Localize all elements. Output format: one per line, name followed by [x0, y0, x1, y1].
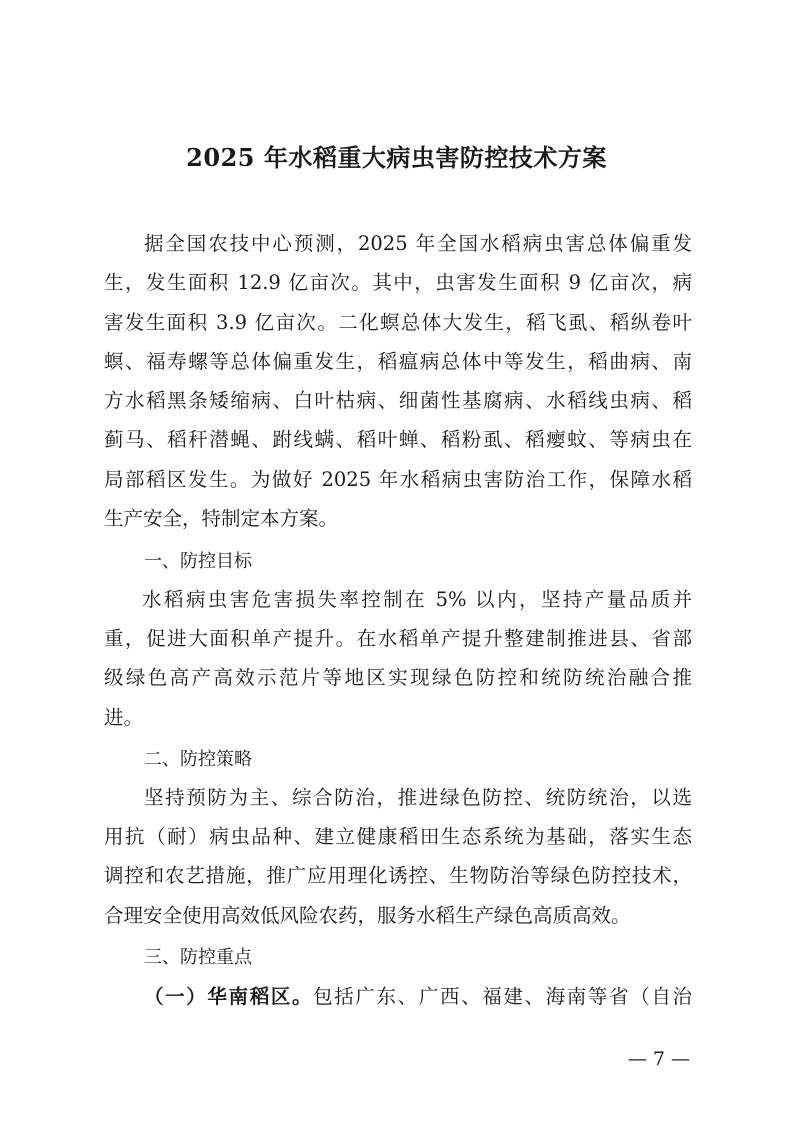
section-heading-goals: 一、防控目标	[144, 551, 252, 572]
paragraph-line: 用抗（耐）病虫品种、建立健康稻田生态系统为基础，落实生态	[104, 825, 692, 848]
paragraph-line: 级绿色高产高效示范片等地区实现绿色防控和统防统治融合推	[104, 666, 692, 689]
document-title: 2025 年水稻重大病虫害防控技术方案	[186, 143, 607, 172]
page-number: — 7 —	[627, 1048, 690, 1070]
paragraph-line: 螟、福寿螺等总体偏重发生，稻瘟病总体中等发生，稻曲病、南	[104, 350, 692, 373]
paragraph-line: 坚持预防为主、综合防治，推进绿色防控、统防统治，以选	[144, 786, 692, 809]
paragraph-line: 据全国农技中心预测，2025 年全国水稻病虫害总体偏重发	[144, 232, 692, 255]
section-heading-focus: 三、防控重点	[144, 947, 252, 968]
paragraph-line: 合理安全使用高效低风险农药，服务水稻生产绿色高质高效。	[104, 904, 631, 927]
section-heading-strategy: 二、防控策略	[144, 749, 252, 770]
paragraph-line: 害发生面积 3.9 亿亩次。二化螟总体大发生，稻飞虱、稻纵卷叶	[104, 311, 692, 334]
paragraph-line: 调控和农艺措施，推广应用理化诱控、生物防治等绿色防控技术，	[104, 864, 692, 887]
subsection-lead: （一）华南稻区。	[144, 985, 314, 1008]
paragraph-line: 重，促进大面积单产提升。在水稻单产提升整建制推进县、省部	[104, 627, 692, 650]
paragraph-line: 水稻病虫害危害损失率控制在 5% 以内，坚持产量品质并	[142, 588, 692, 611]
subsection-text: 包括广东、广西、福建、海南等省（自治	[313, 985, 692, 1008]
paragraph-line: 进。	[104, 706, 144, 729]
paragraph-line: 生，发生面积 12.9 亿亩次。其中，虫害发生面积 9 亿亩次，病	[104, 271, 692, 294]
paragraph-line: 生产安全，特制定本方案。	[104, 507, 339, 530]
paragraph-line: 局部稻区发生。为做好 2025 年水稻病虫害防治工作，保障水稻	[104, 468, 692, 491]
subsection-line	[144, 980, 692, 1014]
paragraph-line: 方水稻黑条矮缩病、白叶枯病、细菌性基腐病、水稻线虫病、稻	[104, 389, 692, 412]
paragraph-line: 蓟马、稻秆潜蝇、跗线螨、稻叶蝉、稻粉虱、稻瘿蚊、等病虫在	[104, 428, 692, 451]
